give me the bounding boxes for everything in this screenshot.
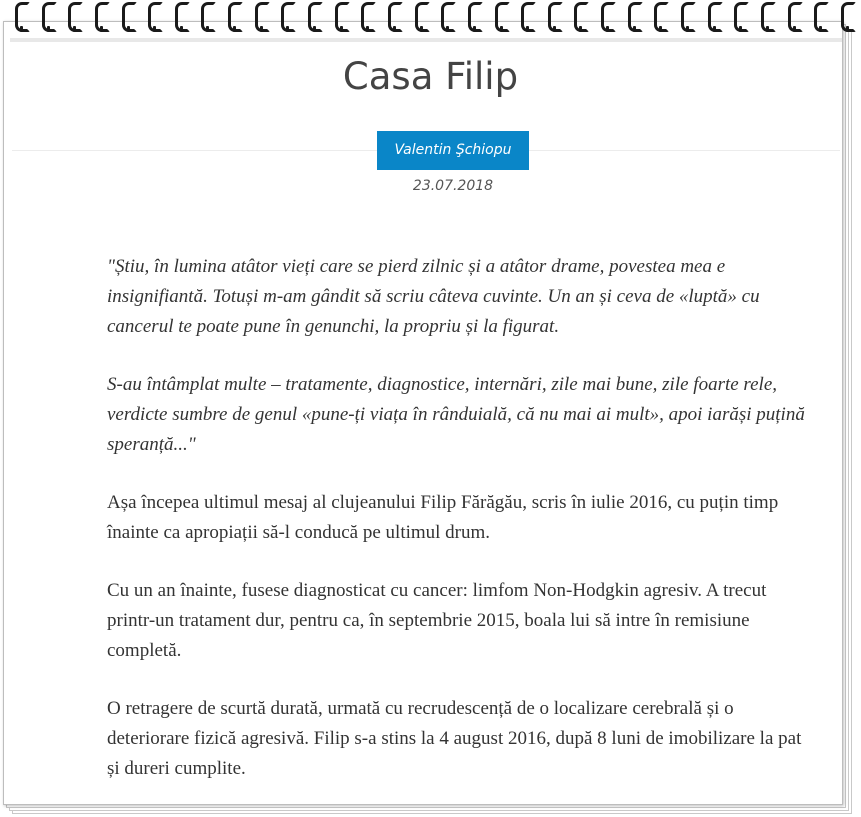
spiral-ring-icon: [494, 0, 508, 34]
spiral-ring-icon: [14, 0, 28, 34]
spiral-ring-icon: [414, 0, 428, 34]
spiral-ring-icon: [653, 0, 667, 34]
spiral-binding: [14, 0, 854, 36]
spiral-ring-icon: [547, 0, 561, 34]
spiral-ring-icon: [67, 0, 81, 34]
spiral-ring-icon: [467, 0, 481, 34]
article-paragraph: Cu un an înainte, fusese diagnosticat cu cancer: limfom Non-Hodgkin agresiv. A trecut printr-un tratament dur, pentru ca, în septembrie 2015, boala lui să intre în remisiune completă.: [107, 580, 767, 661]
spiral-ring-icon: [680, 0, 694, 34]
author-link[interactable]: Valentin Şchiopu: [377, 131, 529, 170]
spiral-ring-icon: [573, 0, 587, 34]
spiral-ring-icon: [760, 0, 774, 34]
spiral-ring-icon: [280, 0, 294, 34]
spiral-ring-icon: [147, 0, 161, 34]
spiral-ring-icon: [707, 0, 721, 34]
spiral-ring-icon: [440, 0, 454, 34]
page-top-edge: [10, 38, 842, 42]
spiral-ring-icon: [254, 0, 268, 34]
spiral-ring-icon: [200, 0, 214, 34]
spiral-ring-icon: [813, 0, 827, 34]
article-paragraph: O retragere de scurtă durată, urmată cu recrudescență de o localizare cerebrală și o deteriorare fizică agresivă. Filip s-a stins la 4 august 2016, după 8 luni de imobilizare la pat și dureri cumplite.: [107, 698, 802, 779]
spiral-ring-icon: [227, 0, 241, 34]
quote-paragraph: S-au întâmplat multe – tratamente, diagnostice, internări, zile mai bune, zile foarte rele, verdicte sumbre de genul «pune-ți viața în rânduială, că nu mai ai mult», apoi iarăși puțină speranță...": [107, 374, 805, 455]
article-body: [107, 252, 807, 812]
spiral-ring-icon: [387, 0, 401, 34]
spiral-ring-icon: [94, 0, 108, 34]
spiral-ring-icon: [41, 0, 55, 34]
quote-paragraph: "Știu, în lumina atâtor vieți care se pierd zilnic și a atâtor drame, povestea mea e insignifiantă. Totuși m-am gândit să scriu câteva cuvinte. Un an și ceva de «luptă» cu cancerul te poate pune în genunchi, la propriu și la figurat.: [107, 256, 760, 337]
spiral-ring-icon: [334, 0, 348, 34]
spiral-ring-icon: [840, 0, 854, 34]
page-title: Casa Filip: [342, 55, 519, 98]
spiral-ring-icon: [174, 0, 188, 34]
spiral-ring-icon: [520, 0, 534, 34]
spiral-ring-icon: [307, 0, 321, 34]
spiral-ring-icon: [787, 0, 801, 34]
article-paragraph: Așa începea ultimul mesaj al clujeanului Filip Fărăgău, scris în iulie 2016, cu puțin timp înainte ca apropiații să-l conducă pe ultimul drum.: [107, 492, 779, 543]
spiral-ring-icon: [733, 0, 747, 34]
spiral-ring-icon: [360, 0, 374, 34]
spiral-ring-icon: [121, 0, 135, 34]
post-date: 23.07.2018: [412, 178, 494, 194]
spiral-ring-icon: [600, 0, 614, 34]
spiral-ring-icon: [627, 0, 641, 34]
